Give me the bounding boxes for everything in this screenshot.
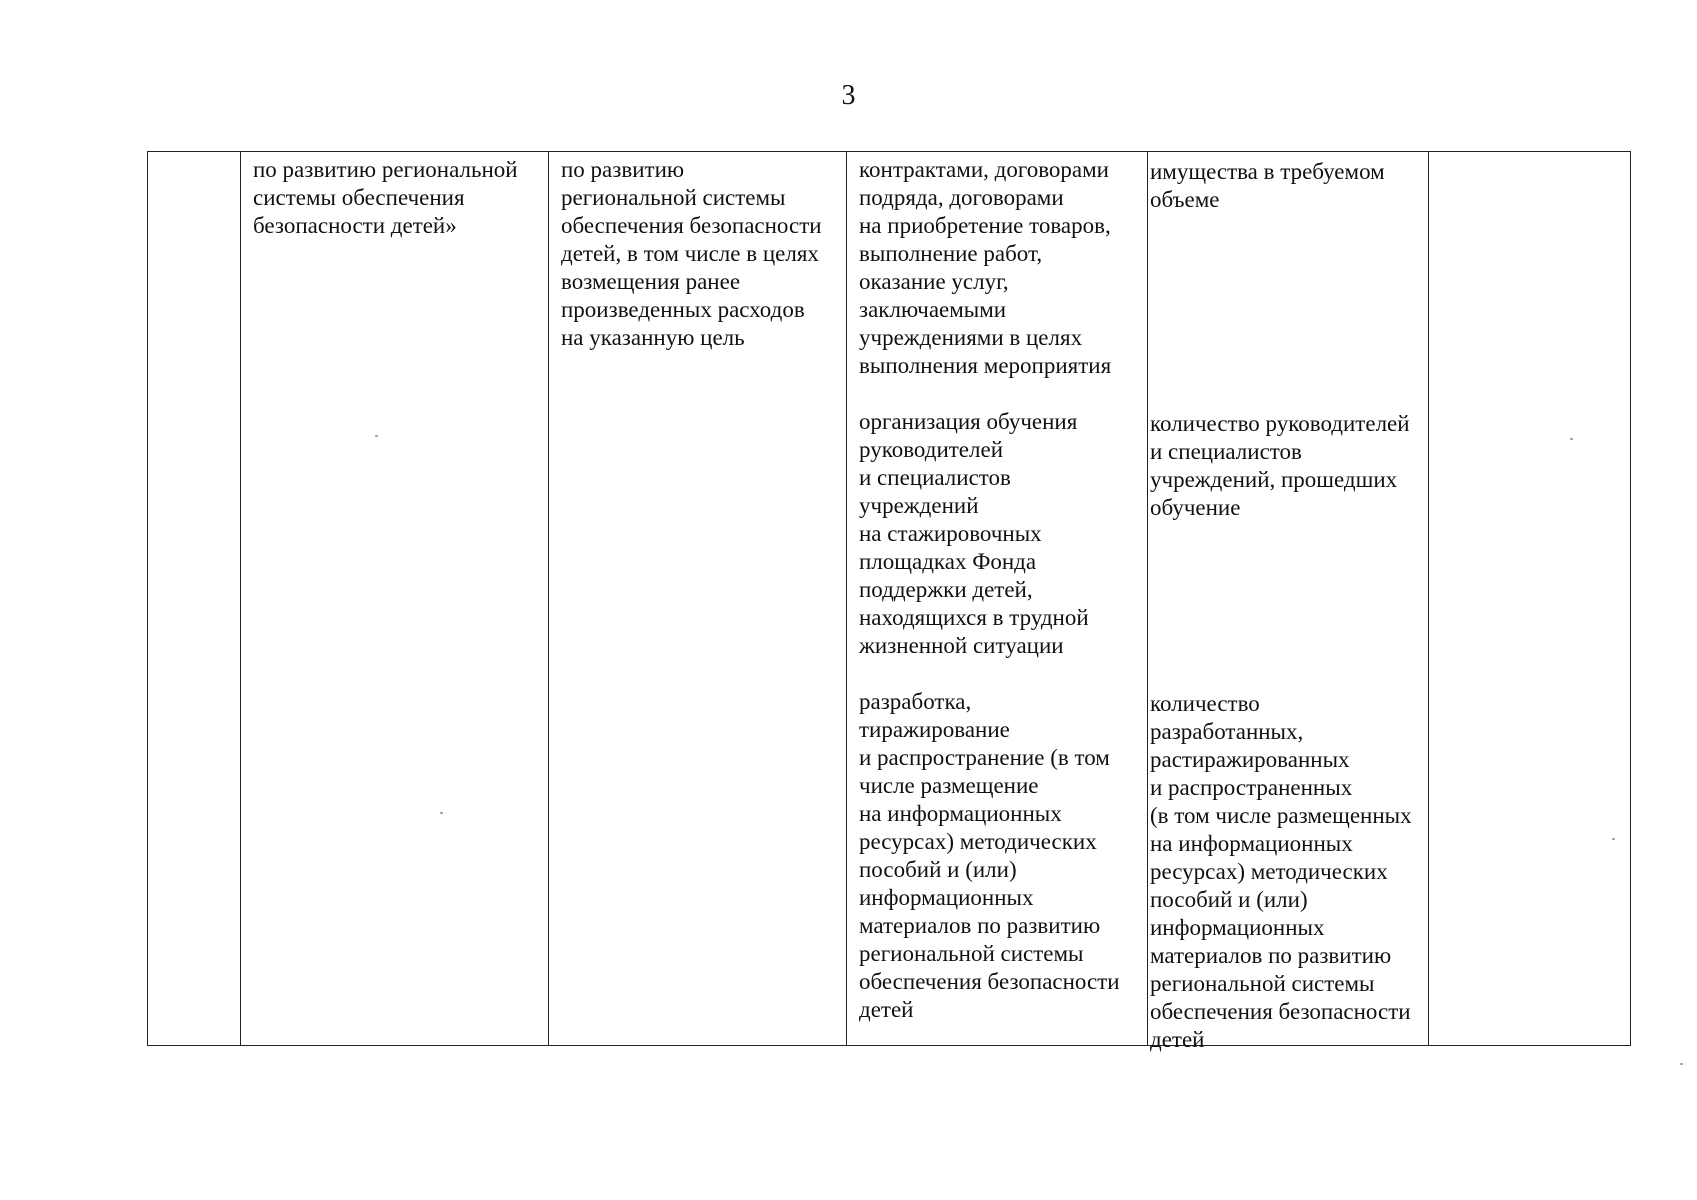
page-number: 3 bbox=[841, 80, 856, 111]
data-table bbox=[147, 151, 1631, 1052]
scan-speck bbox=[1570, 438, 1573, 440]
cell-text: по развитию региональной системы обеспечения безопасности детей, в том числе в целях возмещения ранее произведенных расходов на указанную цель bbox=[561, 157, 822, 350]
cell-text: по развитию региональной системы обеспечения безопасности детей» bbox=[253, 157, 518, 238]
activity-text: контрактами, договорами подряда, договорами на приобретение товаров, выполнение работ, оказание услуг, заключаемыми учреждениями в целях выполнения мероприятия bbox=[859, 157, 1112, 378]
scan-speck bbox=[440, 812, 443, 814]
table-cell-notes bbox=[1429, 152, 1631, 1046]
table-cell-number bbox=[148, 152, 241, 1046]
table-row bbox=[148, 152, 1631, 1046]
scan-speck bbox=[375, 435, 378, 437]
indicator-text: имущества в требуемом объеме bbox=[1150, 159, 1385, 212]
activity-text: организация обучения руководителей и специалистов учреждений на стажировочных площадках Фонда поддержки детей, находящихся в трудной жизненной ситуации bbox=[859, 409, 1089, 658]
cell-text bbox=[1429, 152, 1630, 156]
scan-speck bbox=[1680, 1063, 1683, 1065]
cell-text bbox=[148, 152, 240, 156]
table-cell-indicators bbox=[1148, 152, 1429, 1052]
table-cell-purpose bbox=[549, 152, 847, 1046]
scan-speck bbox=[1612, 838, 1615, 840]
indicator-text: количество руководителей и специалистов учреждений, прошедших обучение bbox=[1150, 411, 1410, 520]
table-cell-program-name bbox=[241, 152, 549, 1046]
indicator-text: количество разработанных, растиражированных и распространенных (в том числе размещенных на информационных ресурсах) методических пособий и (или) информационных материалов по развитию региональной системы обеспечения безопасности детей bbox=[1150, 691, 1412, 1052]
table-cell-activities bbox=[847, 152, 1148, 1046]
activity-text: разработка, тиражирование и распространение (в том числе размещение на информационных ресурсах) методических пособий и (или) информационных материалов по развитию региональной системы обеспечения безопасности детей bbox=[859, 689, 1120, 1022]
